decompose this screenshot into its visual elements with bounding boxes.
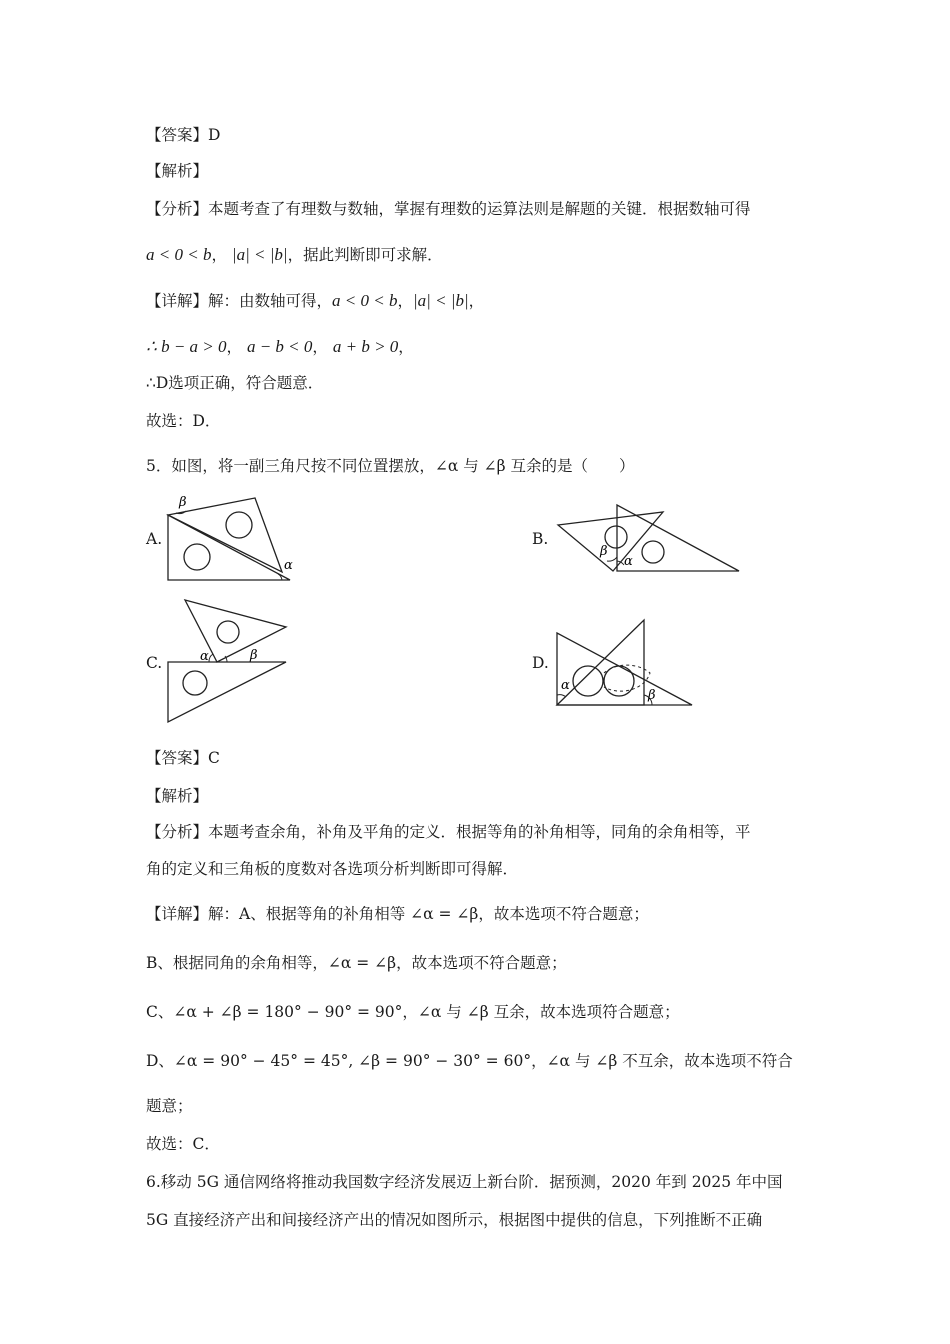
q6-line1: 6.移动 5G 通信网络将推动我国数字经济发展迈上新台阶．据预测，2020 年到 2025 年中国: [146, 1173, 783, 1191]
q4-answer: 【答案】D: [146, 126, 221, 144]
figure-c-alpha: α: [200, 649, 209, 664]
q4-detail-prefix: 【详解】解：由数轴可得，: [146, 292, 333, 310]
figure-b-alpha: α: [624, 554, 633, 569]
q4-fenxi-expr2: |a| < |b|: [231, 245, 288, 264]
q4-fenxi-expr1: a < 0 < b: [146, 245, 212, 264]
figure-a: [160, 490, 300, 594]
q4-detail-expr2: |a| < |b|: [412, 291, 469, 310]
q4-therefore-expr2: a − b < 0: [246, 337, 313, 356]
q4-fenxi-line2: a < 0 < b， |a| < |b|，据此判断即可求解．: [146, 245, 443, 264]
q4-therefore-expr3: a + b > 0: [332, 337, 399, 356]
option-a-label: A.: [146, 530, 163, 548]
q5-fenxi-line2: 角的定义和三角板的度数对各选项分析判断即可得解．: [146, 860, 519, 878]
q5-detail-d2: 题意；: [146, 1097, 193, 1115]
q5-choose: 故选：C．: [146, 1135, 220, 1153]
figure-d: [552, 615, 702, 719]
option-d-label: D.: [532, 654, 549, 672]
q4-therefore-expr1: ∴ b − a > 0: [146, 337, 227, 356]
q5-detail-a: 【详解】解：A、根据等角的补角相等 ∠α = ∠β，故本选项不符合题意；: [146, 905, 649, 923]
q5-detail-b: B、根据同角的余角相等，∠α = ∠β，故本选项不符合题意；: [146, 954, 567, 972]
q4-detail-expr1: a < 0 < b: [332, 291, 398, 310]
q5-answer: 【答案】C: [146, 749, 220, 767]
figure-b: [555, 495, 745, 584]
figure-c: [160, 594, 300, 733]
q5-fenxi-line1: 【分析】本题考查余角，补角及平角的定义．根据等角的补角相等，同角的余角相等，平: [146, 823, 751, 841]
figure-c-beta: β: [250, 648, 258, 663]
q5-analysis-heading: 【解析】: [146, 787, 209, 805]
figure-b-beta: β: [600, 544, 608, 559]
figure-d-alpha: α: [561, 678, 570, 693]
option-c-label: C.: [146, 654, 163, 672]
q5-detail-d: D、∠α = 90° − 45° = 45°, ∠β = 90° − 30° = 60°，∠α 与 ∠β 不互余，故本选项不符合: [146, 1052, 793, 1070]
figure-a-beta: β: [179, 495, 187, 510]
q4-conclusion: ∴D选项正确，符合题意．: [146, 374, 324, 392]
q4-detail: 【详解】解：由数轴可得，a < 0 < b，|a| < |b|，: [146, 291, 485, 310]
q6-line2: 5G 直接经济产出和间接经济产出的情况如图所示，根据图中提供的信息，下列推断不正确: [146, 1211, 763, 1229]
q4-analysis-heading: 【解析】: [146, 162, 209, 180]
q4-fenxi-line1: 【分析】本题考查了有理数与数轴，掌握有理数的运算法则是解题的关键．根据数轴可得: [146, 200, 751, 218]
q4-choose: 故选：D．: [146, 412, 221, 430]
q5-detail-c: C、∠α + ∠β = 180° − 90° = 90°，∠α 与 ∠β 互余，故本选项符合题意；: [146, 1003, 680, 1021]
q4-therefore: ∴ b − a > 0， a − b < 0， a + b > 0，: [146, 337, 414, 356]
option-b-label: B.: [532, 530, 549, 548]
figure-a-alpha: α: [284, 558, 293, 573]
figure-d-beta: β: [648, 688, 656, 703]
q5-stem: 5．如图，将一副三角尺按不同位置摆放，∠α 与 ∠β 互余的是（ ）: [146, 457, 635, 475]
q4-fenxi-tail: ，据此判断即可求解．: [287, 246, 443, 264]
